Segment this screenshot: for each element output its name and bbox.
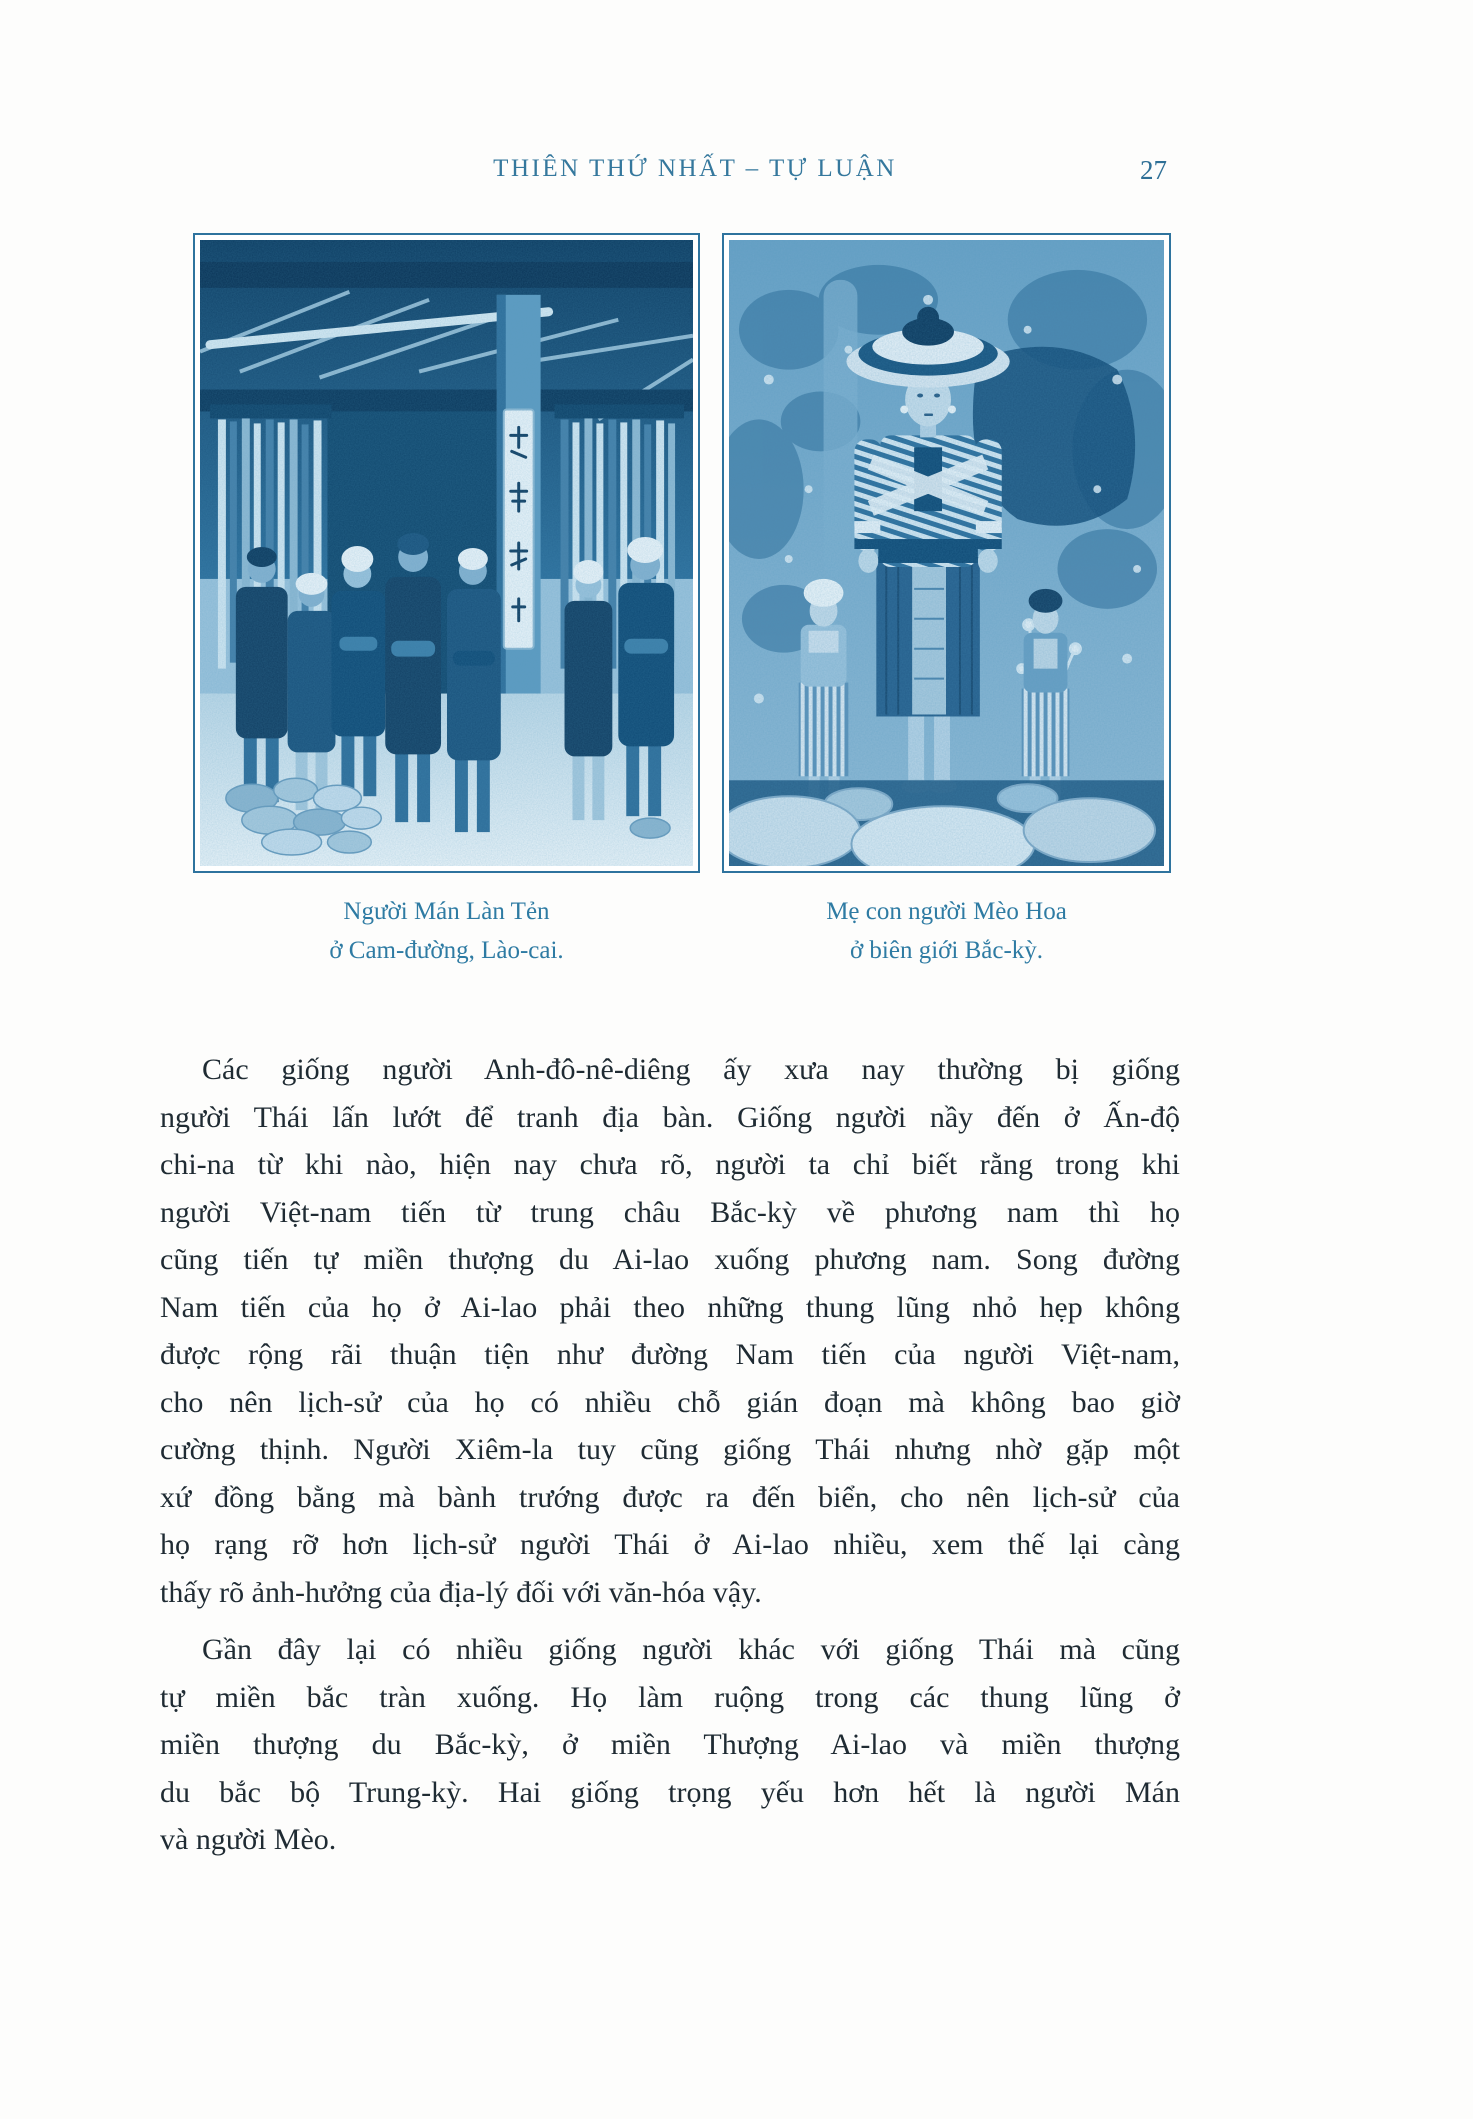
body-line: thấy rõ ảnh-hưởng của địa-lý đối với văn-hóa vậy.: [160, 1575, 762, 1609]
figure-caption-line: ở Cam-đường, Lào-cai.: [329, 937, 564, 964]
figure-right-photo: [722, 233, 1171, 873]
body-line: cho nên lịch-sử của họ có nhiều chỗ gián đoạn mà không bao giờ: [160, 1385, 1180, 1419]
body-paragraph: [160, 1626, 1180, 1864]
body-line: và người Mèo.: [160, 1823, 337, 1856]
body-line: miền thượng du Bắc-kỳ, ở miền Thượng Ai-lao và miền thượng: [160, 1728, 1180, 1761]
body-line: cường thịnh. Người Xiêm-la tuy cũng giống Thái nhưng nhờ gặp một: [160, 1433, 1180, 1466]
body-line: Gần đây lại có nhiều giống người khác với giống Thái mà cũng: [202, 1633, 1180, 1666]
figure-caption-line: Mẹ con người Mèo Hoa: [826, 898, 1067, 925]
body-line: xứ đồng bằng mà bành trướng được ra đến biển, cho nên lịch-sử của: [160, 1480, 1180, 1514]
figure-right-caption: [722, 892, 1171, 970]
figure-caption-line: ở biên giới Bắc-kỳ.: [849, 937, 1044, 964]
cyanotype-group-photo: [200, 240, 693, 866]
page-number: 27: [1140, 155, 1167, 185]
body-line: được rộng rãi thuận tiện như đường Nam tiến của người Việt-nam,: [160, 1338, 1180, 1371]
body-line: người Thái lấn lướt để tranh địa bàn. Giống người nầy đến ở Ấn-độ: [160, 1100, 1180, 1134]
body-line: người Việt-nam tiến từ trung châu Bắc-kỳ về phương nam thì họ: [160, 1195, 1180, 1229]
body-text: [160, 1046, 1180, 1864]
body-line: Các giống người Anh-đô-nê-diêng ấy xưa nay thường bị giống: [202, 1053, 1180, 1086]
body-line: cũng tiến tự miền thượng du Ai-lao xuống phương nam. Song đường: [160, 1243, 1180, 1276]
figure-left-photo: [193, 233, 700, 873]
body-paragraph: [160, 1046, 1180, 1616]
cyanotype-mother-children-photo: [729, 240, 1164, 866]
body-line: họ rạng rỡ hơn lịch-sử người Thái ở Ai-lao nhiều, xem thế lại càng: [160, 1528, 1180, 1561]
body-line: chi-na từ khi nào, hiện nay chưa rõ, người ta chỉ biết rằng trong khi: [160, 1148, 1180, 1181]
figure-caption-line: Người Mán Làn Tẻn: [343, 898, 550, 925]
body-line: tự miền bắc tràn xuống. Họ làm ruộng trong các thung lũng ở: [160, 1680, 1180, 1714]
body-line: Nam tiến của họ ở Ai-lao phải theo những thung lũng nhỏ hẹp không: [160, 1290, 1180, 1324]
figure-left-caption: [193, 892, 700, 970]
body-line: du bắc bộ Trung-kỳ. Hai giống trọng yếu hơn hết là người Mán: [160, 1775, 1180, 1809]
running-header: THIÊN THỨ NHẤT – TỰ LUẬN: [493, 155, 897, 182]
